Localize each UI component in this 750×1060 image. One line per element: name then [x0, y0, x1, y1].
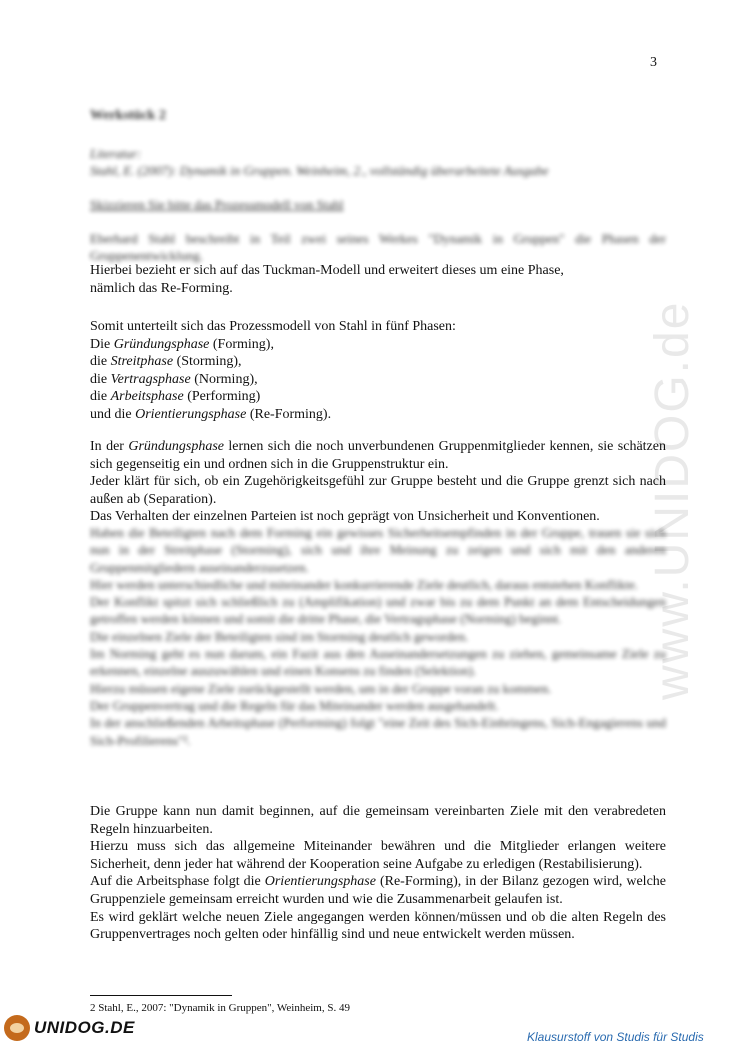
document-heading: Werkstück 2	[90, 108, 166, 123]
paragraph-line: nämlich das Re-Forming.	[90, 280, 233, 296]
paragraph-line: Auf die Arbeitsphase folgt die Orientierungsphase (Re-Forming), in der Bilanz gezogen wird, welche Gruppenziele gemeinsam erreicht wurden und wie die Zusammenarbeit gelaufen ist.	[90, 874, 666, 907]
intro-blurred: Eberhard Stahl beschreibt in Teil zwei seines Werkes "Dynamik in Gruppen" die Phasen der Gruppenentwicklung.	[90, 231, 666, 263]
blurred-section	[90, 524, 666, 749]
literature-label: Literatur:	[90, 146, 142, 161]
blurred-paragraph: Im Norming geht es nun darum, ein Fazit aus den Auseinandersetzungen zu ziehen, gemeinsame Ziele zu erkennen, einzelne auszuwählen und einen Konsens zu finden (Selektion).	[90, 646, 666, 679]
logo-text: UNIDOG.DE	[34, 1018, 135, 1037]
blurred-paragraph: Haben die Beteiligten nach dem Forming ein gewisses Sicherheitsempfinden in der Gruppe, trauen sie sich nun in der Streitphase (Storming), sich und ihre Meinung zu zeigen und sich mit den anderen Gruppenmitgliedern auseinanderzusetzen.	[90, 525, 666, 575]
paragraph-line: Hierbei bezieht er sich auf das Tuckman-Modell und erweitert dieses um eine Phase,	[90, 263, 564, 278]
phase-item: und die Orientierungsphase (Re-Forming).	[90, 406, 332, 422]
paragraph-line: Es wird geklärt welche neuen Ziele angegangen werden können/müssen und ob die alten Regeln des Gruppenvertrages noch gelten oder hinfällig sind und neue entwickelt werden müssen.	[90, 909, 666, 943]
literature-section	[90, 145, 549, 179]
blurred-paragraph: Der Gruppenvertrag und die Regeln für das Miteinander werden ausgehandelt.	[90, 697, 499, 713]
paragraph-tuckman	[90, 262, 666, 297]
phase-item: die Vertragsphase (Norming),	[90, 371, 258, 387]
paragraph-line: Die Gruppe kann nun damit beginnen, auf die gemeinsam vereinbarten Ziele mit den verabredeten Regeln hinzuarbeiten.	[90, 804, 666, 837]
paragraph-line: Das Verhalten der einzelnen Parteien ist noch geprägt von Unsicherheit und Konventionen.	[90, 509, 600, 525]
footnote: 2 Stahl, E., 2007: "Dynamik in Gruppen", Weinheim, S. 49	[90, 1002, 350, 1014]
site-logo[interactable]	[4, 1015, 135, 1041]
blurred-paragraph: Die einzelnen Ziele der Beteiligten sind im Storming deutlich geworden.	[90, 628, 469, 644]
blurred-paragraph: Der Konflikt spitzt sich schließlich zu (Amplifikation) und zwar bis zu dem Punkt an dem Entscheidungen getroffen werden können und somit die dritte Phase, die Vertragsphase (Norming) beginnt.	[90, 594, 666, 627]
blurred-paragraph: In der anschließenden Arbeitsphase (Performing) folgt "eine Zeit des Sich-Einbringens, Sich-Engagierens und Sich-Profilierens"².	[90, 715, 666, 748]
paragraph-line: Jeder klärt für sich, ob ein Zugehörigkeitsgefühl zur Gruppe besteht und die Gruppe grenzt sich nach außen ab (Separation).	[90, 474, 666, 507]
paragraph-founding	[90, 438, 666, 526]
phase-intro: Somit unterteilt sich das Prozessmodell von Stahl in fünf Phasen:	[90, 319, 456, 334]
phase-list	[90, 318, 456, 424]
dog-icon	[4, 1015, 30, 1041]
task-line: Skizzieren Sie bitte das Prozessmodell von Stahl	[90, 197, 344, 212]
paragraph-line: Hierzu muss sich das allgemeine Miteinander bewähren und die Mitglieder erlangen weitere Sicherheit, denn jeder hat während der Kooperation seine Aufgabe zu erledigen (Restabilisierung).	[90, 839, 666, 872]
blurred-paragraph: Hier werden unterschiedliche und miteinander konkurrierende Ziele deutlich, daraus entstehen Konflikte.	[90, 576, 638, 592]
literature-citation: Stahl, E. (2007): Dynamik in Gruppen. Weinheim, 2., vollständig überarbeitete Ausgabe	[90, 163, 549, 178]
paragraph-line: In der Gründungsphase lernen sich die noch unverbundenen Gruppenmitglieder kennen, sie schätzen sich gegenseitig ein und ordnen sich in die Gruppenstruktur ein.	[90, 439, 666, 472]
page-number: 3	[650, 55, 657, 70]
paragraph-working	[90, 803, 666, 944]
footer-slogan: Klausurstoff von Studis für Studis	[527, 1030, 704, 1044]
watermark: www.UNIDOG.de	[646, 300, 699, 700]
blurred-paragraph: Hierzu müssen eigene Ziele zurückgestellt werden, um in der Gruppe voran zu kommen.	[90, 680, 552, 696]
phase-item: die Streitphase (Storming),	[90, 354, 242, 370]
phase-item: die Arbeitsphase (Performing)	[90, 389, 261, 405]
footnote-divider	[90, 995, 232, 996]
phase-item: Die Gründungsphase (Forming),	[90, 336, 274, 352]
